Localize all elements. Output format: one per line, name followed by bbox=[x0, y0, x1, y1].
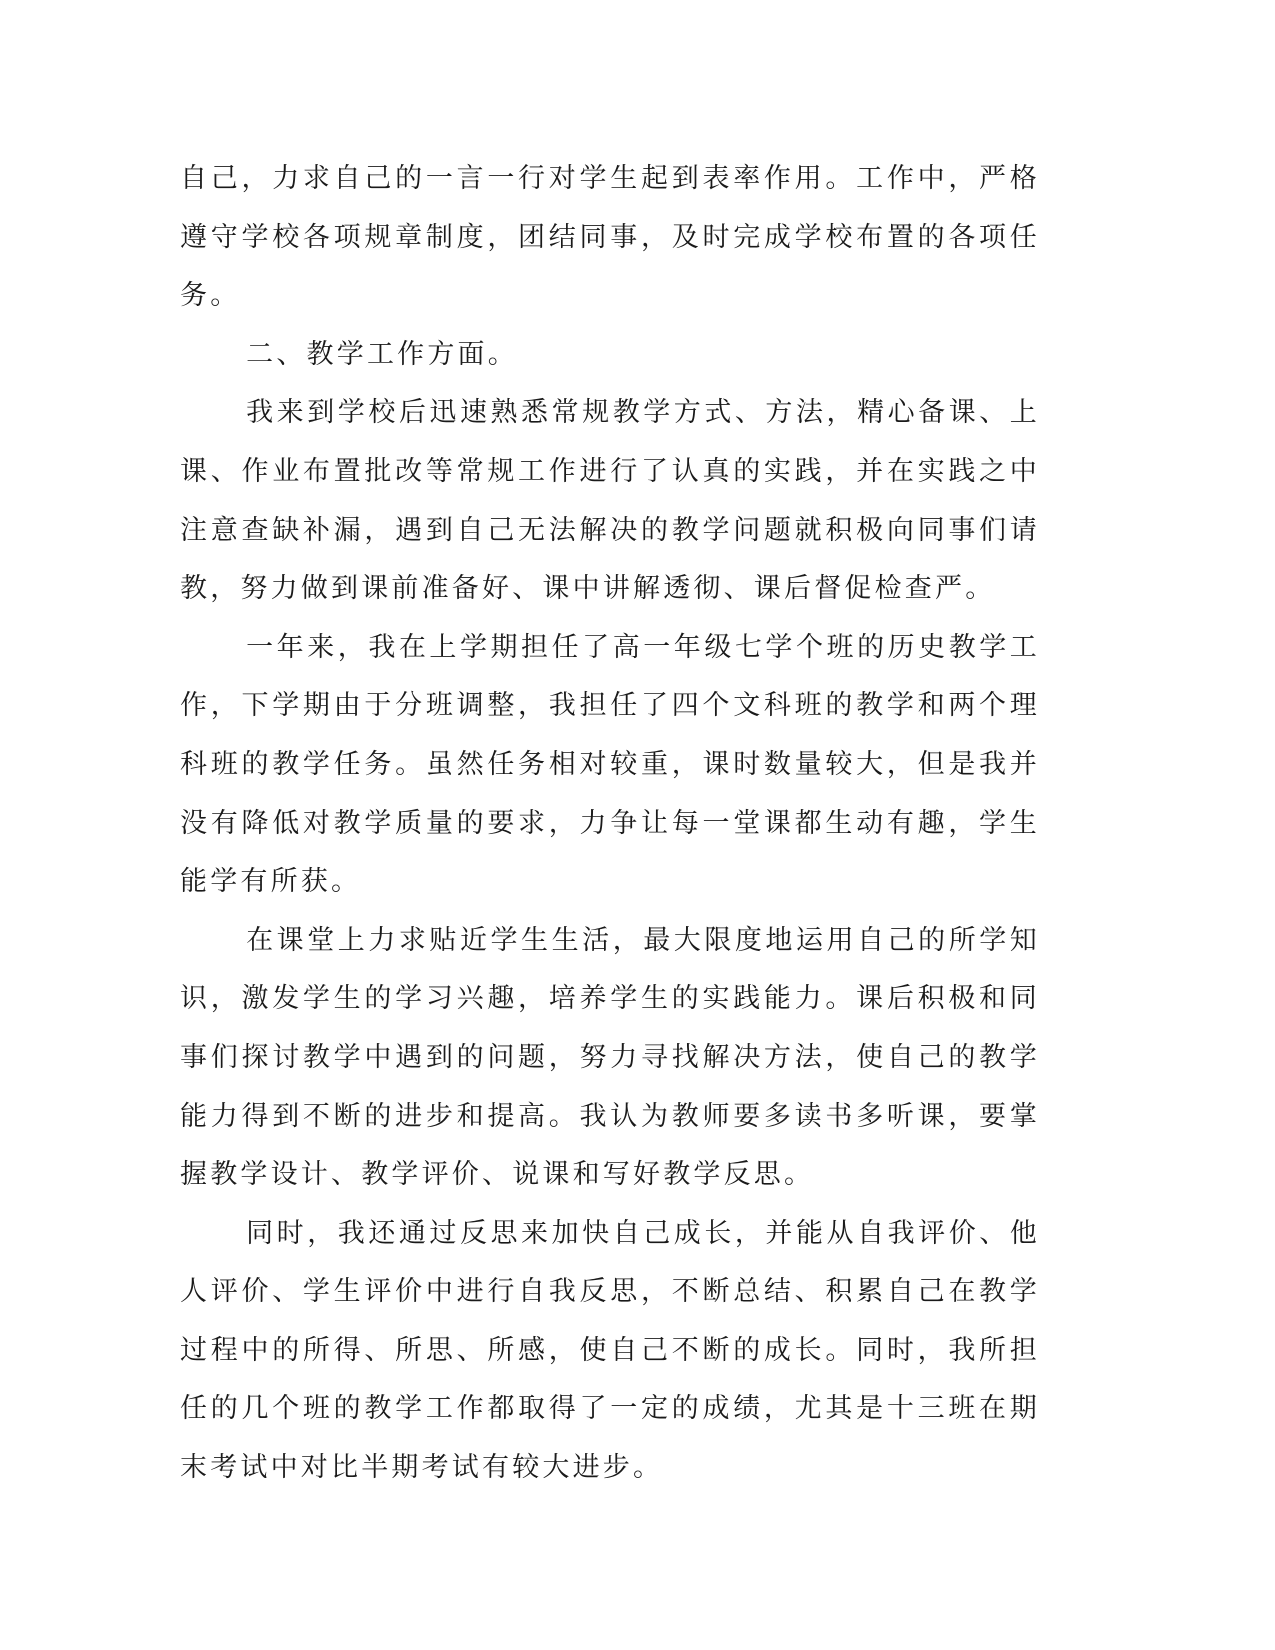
section-heading-teaching-work: 二、教学工作方面。 bbox=[246, 338, 518, 370]
paragraph-continued: 自己，力求自己的一言一行对学生起到表率作用。工作中，严格遵守学校各项规章制度，团结同事，及时完成学校布置的各项任务。 bbox=[180, 163, 1040, 312]
paragraph-classroom-practice: 在课堂上力求贴近学生生活，最大限度地运用自己的所学知识，激发学生的学习兴趣，培养学生的实践能力。课后积极和同事们探讨教学中遇到的问题，努力寻找解决方法，使自己的教学能力得到不断的进步和提高。我认为教师要多读书多听课，要掌握教学设计、教学评价、说课和写好教学反思。 bbox=[180, 924, 1040, 1191]
document-body bbox=[180, 150, 1040, 1498]
paragraph-teaching-methods: 我来到学校后迅速熟悉常规教学方式、方法，精心备课、上课、作业布置批改等常规工作进行了认真的实践，并在实践之中注意查缺补漏，遇到自己无法解决的教学问题就积极向同事们请教，努力做到课前准备好、课中讲解透彻、课后督促检查严。 bbox=[180, 397, 1040, 605]
paragraph-teaching-load: 一年来，我在上学期担任了高一年级七学个班的历史教学工作，下学期由于分班调整，我担任了四个文科班的教学和两个理科班的教学任务。虽然任务相对较重，课时数量较大，但是我并没有降低对教学质量的要求，力争让每一堂课都生动有趣，学生能学有所获。 bbox=[180, 631, 1040, 898]
paragraph-reflection: 同时，我还通过反思来加快自己成长，并能从自我评价、他人评价、学生评价中进行自我反思，不断总结、积累自己在教学过程中的所得、所思、所感，使自己不断的成长。同时，我所担任的几个班的教学工作都取得了一定的成绩，尤其是十三班在期末考试中对比半期考试有较大进步。 bbox=[180, 1217, 1040, 1484]
